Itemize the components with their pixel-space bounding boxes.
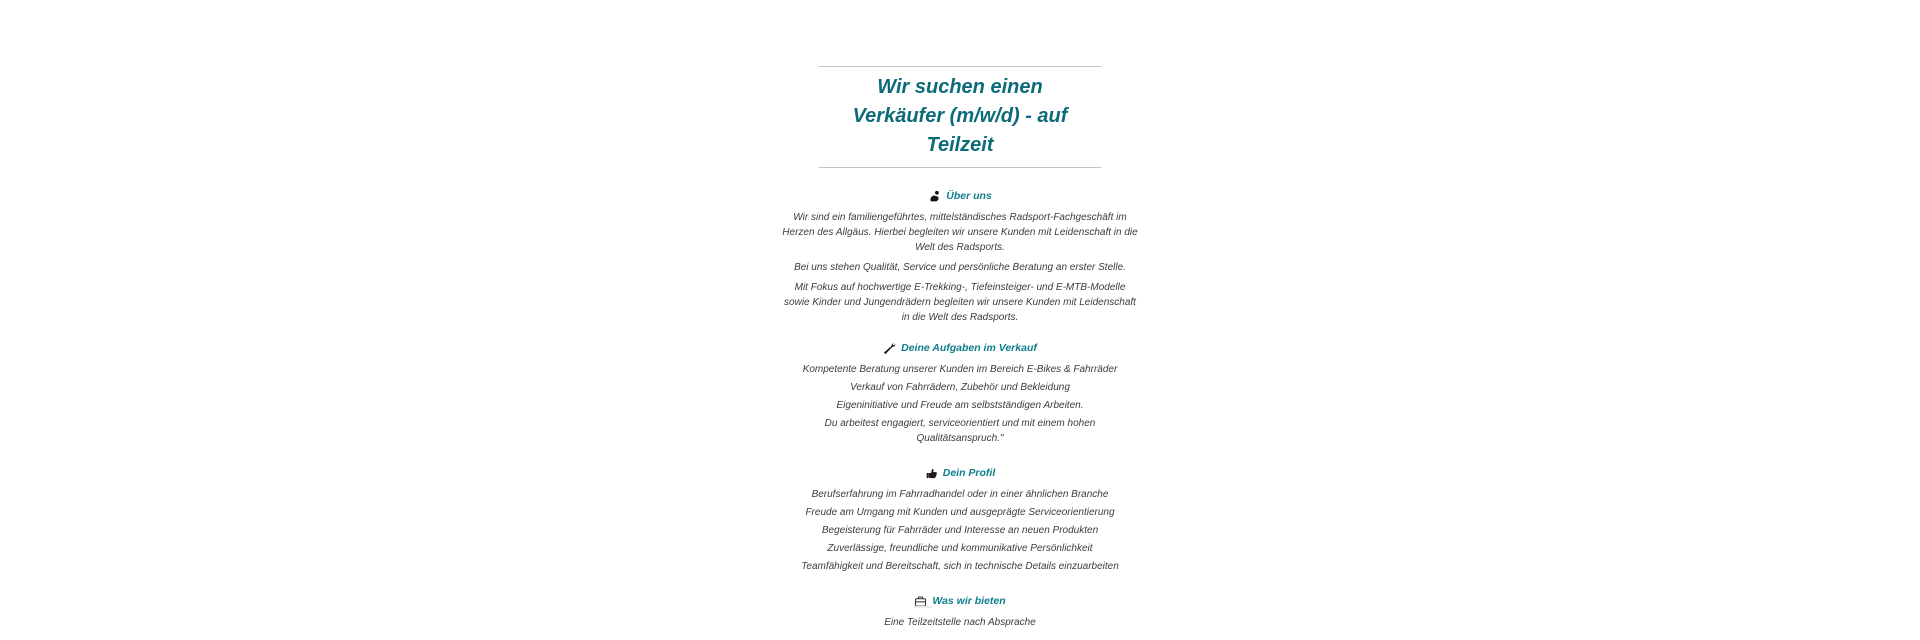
paragraph: Du arbeitest engagiert, serviceorientiert und mit einem hohen Qualitätsanspruch." (824, 418, 1096, 444)
cyclist-icon (928, 190, 941, 203)
paragraph: Eine Teilzeitstelle nach Absprache (884, 617, 1036, 628)
paragraph: Zuverlässige, freundliche und kommunikative Persönlichkeit (827, 543, 1093, 554)
section-heading-profile (782, 466, 1138, 481)
section-about-us (782, 189, 1138, 325)
thumbs-up-icon (925, 467, 938, 480)
document-body (782, 189, 1138, 630)
faded-artifact (914, 606, 932, 608)
paragraph: Begeisterung für Fahrräder und Interesse an neuen Produkten (821, 525, 1099, 536)
title-line: Wir suchen einen (877, 76, 1043, 98)
paragraph: Berufserfahrung im Fahrradhandel oder in einer ähnlichen Branche (811, 489, 1109, 500)
section-heading-label: Was wir bieten (932, 595, 1006, 607)
page-title (835, 73, 1085, 160)
section-heading-label: Deine Aufgaben im Verkauf (901, 342, 1037, 354)
section-heading-benefits (782, 594, 1138, 609)
section-heading-label: Dein Profil (942, 467, 996, 479)
top-divider (819, 66, 1101, 67)
section-profile (782, 466, 1138, 574)
section-heading-tasks (782, 341, 1138, 356)
wrench-icon (883, 342, 896, 355)
title-line: Verkäufer (m/w/d) - auf (852, 105, 1068, 127)
paragraph: Bei uns stehen Qualität, Service und persönliche Beratung an erster Stelle. (794, 262, 1126, 273)
paragraph: Mit Fokus auf hochwertige E-Trekking-, Tiefeinsteiger- und E-MTB-Modelle sowie Kinder und Jungendrädern begleiten wir unsere Kunden mit Leidenschaft in die Welt des Radsports. (784, 282, 1136, 323)
section-heading-label: Über uns (946, 190, 992, 202)
paragraph: Kompetente Beratung unserer Kunden im Bereich E-Bikes & Fahrräder (802, 364, 1118, 375)
paragraph: Verkauf von Fahrrädern, Zubehör und Bekleidung (850, 382, 1070, 393)
paragraph: Eigeninitiative und Freude am selbstständigen Arbeiten. (836, 400, 1084, 411)
title-bottom-divider (819, 167, 1101, 168)
paragraph: Freude am Umgang mit Kunden und ausgeprägte Serviceorientierung (805, 507, 1115, 518)
paragraph: Teamfähigkeit und Bereitschaft, sich in technische Details einzuarbeiten (801, 561, 1119, 572)
section-benefits (782, 594, 1138, 630)
section-heading-about-us (782, 189, 1138, 204)
title-line: Teilzeit (926, 134, 994, 156)
job-posting-document (782, 0, 1138, 630)
paragraph: Wir sind ein familiengeführtes, mittelständisches Radsport-Fachgeschäft im Herzen des Allgäus. Hierbei begleiten wir unsere Kunden mit Leidenschaft in die Welt des Radsports. (782, 212, 1138, 253)
section-tasks (782, 341, 1138, 446)
